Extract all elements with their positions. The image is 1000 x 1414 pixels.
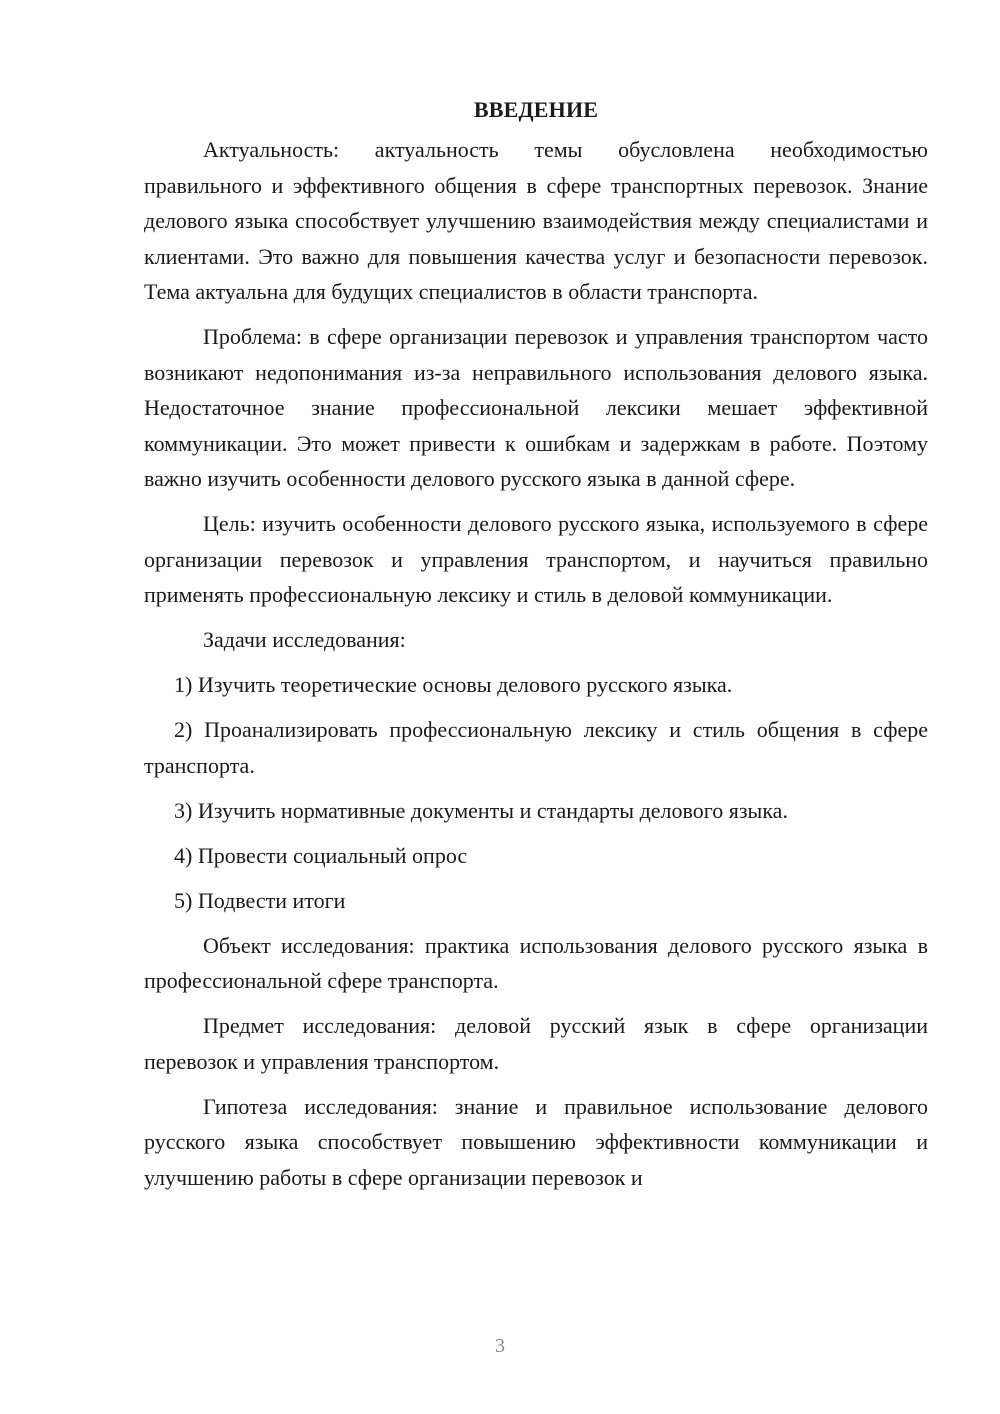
paragraph-tasks-intro: Задачи исследования: — [203, 627, 406, 652]
task-item: 1) Изучить теоретические основы делового русского языка. — [174, 672, 733, 697]
paragraph-subject: Предмет исследования: деловой русский язык в сфере организации перевозок и управления транспортом. — [144, 1013, 928, 1074]
task-item: 3) Изучить нормативные документы и стандарты делового языка. — [174, 797, 788, 823]
task-item: 4) Провести социальный опрос — [174, 842, 468, 868]
paragraph-relevance: Актуальность: актуальность темы обусловлена необходимостью правильного и эффективного общения в сфере транспортных перевозок. Знание делового языка способствует улучшению взаимодействия между специалистами и клиентами. Это важно для повышения качества услуг и безопасности перевозок. Тема актуальна для будущих специалистов в области транспорта. — [144, 137, 928, 304]
page-number: 3 — [495, 1335, 505, 1357]
paragraph-goal: Цель: изучить особенности делового русского языка, используемого в сфере организации перевозок и управления транспортом, и научиться правильно применять профессиональную лексику и стиль в деловой коммуникации. — [144, 511, 928, 607]
section-heading: ВВЕДЕНИЕ — [473, 97, 599, 122]
task-item: 5) Подвести итоги — [174, 887, 346, 913]
document-body — [144, 92, 928, 1205]
task-item: 2) Проанализировать профессиональную лексику и стиль общения в сфере транспорта. — [144, 717, 928, 778]
paragraph-object: Объект исследования: практика использования делового русского языка в профессиональной сфере транспорта. — [144, 932, 928, 993]
paragraph-problem: Проблема: в сфере организации перевозок и управления транспортом часто возникают недопонимания из-за неправильного использования делового языка. Недостаточное знание профессиональной лексики мешает эффективной коммуникации. Это может привести к ошибкам и задержкам в работе. Поэтому важно изучить особенности делового русского языка в данной сфере. — [144, 324, 928, 491]
paragraph-hypothesis: Гипотеза исследования: знание и правильное использование делового русского языка способствует повышению эффективности коммуникации и улучшению работы в сфере организации перевозок и — [144, 1093, 928, 1190]
